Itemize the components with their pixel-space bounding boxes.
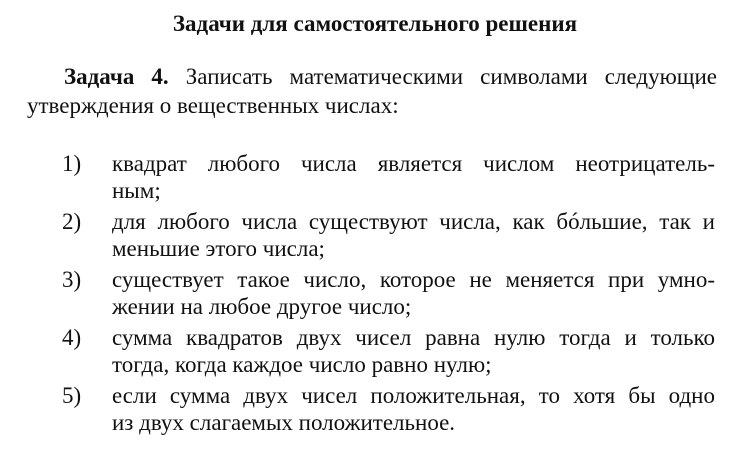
item-text <box>112 266 715 320</box>
item-number: 3) <box>62 267 82 292</box>
item-text-line: из двух слагаемых положительное. <box>112 410 456 435</box>
item-text-line: квадрат любого числа является числом неотрицатель- <box>112 151 715 176</box>
item-text <box>112 382 715 436</box>
item-text-line: ным; <box>112 178 161 203</box>
item-text-line: сумма квадратов двух чисел равна нулю тогда и только <box>112 325 715 350</box>
task-text: Записать математическими символами следующие утверждения о вещественных числах: <box>27 64 717 118</box>
list-item <box>0 266 750 324</box>
task-label: Задача 4. <box>64 64 169 89</box>
list-item <box>0 208 750 266</box>
item-text <box>112 150 715 204</box>
list-item <box>0 324 750 382</box>
item-text <box>112 208 715 262</box>
item-text-line: меньшие этого числа; <box>112 236 325 261</box>
item-text-line: для любого числа существуют числа, как бóльшие, так и <box>112 209 715 234</box>
item-number: 4) <box>62 325 82 350</box>
list-item <box>0 382 750 440</box>
item-text-line: если сумма двух чисел положительная, то хотя бы одно <box>112 383 715 408</box>
list-item <box>0 150 750 208</box>
item-text-line: жении на любое другое число; <box>112 294 412 319</box>
item-text-line: существует такое число, которое не меняется при умно- <box>112 267 715 292</box>
item-number: 1) <box>62 151 82 176</box>
item-text <box>112 324 715 378</box>
task-statement <box>27 62 717 120</box>
item-number: 5) <box>62 383 82 408</box>
statements-list <box>0 150 750 440</box>
item-number: 2) <box>62 209 82 234</box>
item-text-line: тогда, когда каждое число равно нулю; <box>112 352 492 377</box>
section-heading: Задачи для самостоятельного решения <box>172 11 578 36</box>
